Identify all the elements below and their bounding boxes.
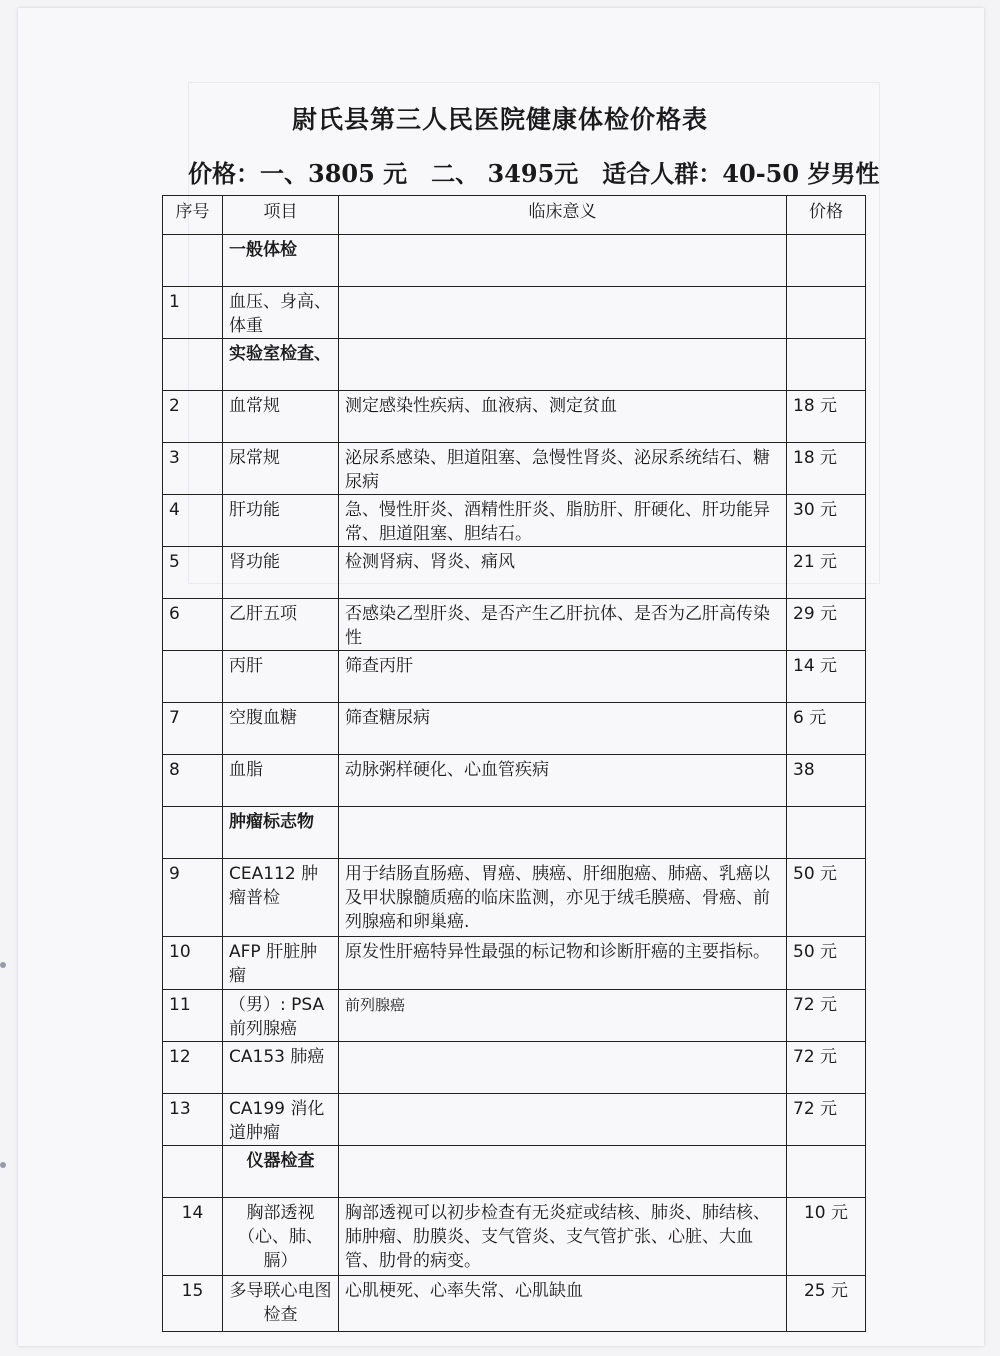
section-label: 肿瘤标志物 — [223, 807, 339, 859]
table-row — [163, 1042, 866, 1094]
row-meaning — [339, 235, 787, 287]
row-price: 25 元 — [787, 1276, 866, 1332]
header-item: 项目 — [223, 196, 339, 235]
row-no: 3 — [163, 443, 223, 495]
row-meaning — [339, 1042, 787, 1094]
row-item: CA153 肺癌 — [223, 1042, 339, 1094]
row-item: 胸部透视（心、肺、膈） — [223, 1198, 339, 1276]
row-meaning: 用于结肠直肠癌、胃癌、胰癌、肝细胞癌、肺癌、乳癌以及甲状腺髓质癌的临床监测，亦见于绒毛膜癌、骨癌、前列腺癌和卵巢癌. — [339, 859, 787, 937]
table-row — [163, 755, 866, 807]
table-row — [163, 235, 866, 287]
row-meaning: 心肌梗死、心率失常、心肌缺血 — [339, 1276, 787, 1332]
price-subtitle: 价格：一、3805 元 二、 3495元 适合人群：40-50 岁男性 — [188, 159, 880, 188]
row-item: （男）: PSA 前列腺癌 — [223, 990, 339, 1042]
row-meaning: 原发性肝癌特异性最强的标记物和诊断肝癌的主要指标。 — [339, 937, 787, 990]
table-row — [163, 807, 866, 859]
row-price: 21 元 — [787, 547, 866, 599]
row-item: CA199 消化道肿瘤 — [223, 1094, 339, 1146]
row-meaning: 否感染乙型肝炎、是否产生乙肝抗体、是否为乙肝高传染性 — [339, 599, 787, 651]
binder-hole — [0, 962, 6, 968]
row-price: 6 元 — [787, 703, 866, 755]
row-meaning — [339, 807, 787, 859]
row-price: 10 元 — [787, 1198, 866, 1276]
row-meaning: 胸部透视可以初步检查有无炎症或结核、肺炎、肺结核、肺肿瘤、肋膜炎、支气管炎、支气管扩张、心脏、大血管、肋骨的病变。 — [339, 1198, 787, 1276]
table-row — [163, 1094, 866, 1146]
row-item: 肾功能 — [223, 547, 339, 599]
row-no: 9 — [163, 859, 223, 937]
row-no: 2 — [163, 391, 223, 443]
section-label: 仪器检查 — [223, 1146, 339, 1198]
row-item: 血常规 — [223, 391, 339, 443]
row-price: 18 元 — [787, 443, 866, 495]
row-item: 血压、身高、体重 — [223, 287, 339, 339]
row-item: AFP 肝脏肿瘤 — [223, 937, 339, 990]
row-meaning: 泌尿系感染、胆道阻塞、急慢性肾炎、泌尿系统结石、糖尿病 — [339, 443, 787, 495]
row-price: 72 元 — [787, 990, 866, 1042]
row-meaning: 动脉粥样硬化、心血管疾病 — [339, 755, 787, 807]
row-no: 1 — [163, 287, 223, 339]
row-no: 14 — [163, 1198, 223, 1276]
row-no — [163, 807, 223, 859]
row-item: 血脂 — [223, 755, 339, 807]
row-no — [163, 1146, 223, 1198]
row-price: 29 元 — [787, 599, 866, 651]
row-no: 4 — [163, 495, 223, 547]
row-price — [787, 1146, 866, 1198]
section-label: 实验室检查、 — [223, 339, 339, 391]
row-price — [787, 807, 866, 859]
header-no: 序号 — [163, 196, 223, 235]
row-meaning — [339, 1146, 787, 1198]
row-price: 18 元 — [787, 391, 866, 443]
row-item: 乙肝五项 — [223, 599, 339, 651]
row-no — [163, 339, 223, 391]
row-meaning: 检测肾病、肾炎、痛风 — [339, 547, 787, 599]
row-item: CEA112 肿瘤普检 — [223, 859, 339, 937]
row-meaning: 测定感染性疾病、血液病、测定贫血 — [339, 391, 787, 443]
row-item: 尿常规 — [223, 443, 339, 495]
row-no — [163, 235, 223, 287]
row-price: 14 元 — [787, 651, 866, 703]
row-no: 13 — [163, 1094, 223, 1146]
table-row — [163, 287, 866, 339]
row-price: 72 元 — [787, 1042, 866, 1094]
row-no: 11 — [163, 990, 223, 1042]
table-row — [163, 651, 866, 703]
row-meaning: 筛查糖尿病 — [339, 703, 787, 755]
row-price — [787, 287, 866, 339]
table-row — [163, 547, 866, 599]
row-meaning: 筛查丙肝 — [339, 651, 787, 703]
row-meaning — [339, 1094, 787, 1146]
row-meaning — [339, 339, 787, 391]
table-row — [163, 599, 866, 651]
table-row — [163, 443, 866, 495]
row-item: 空腹血糖 — [223, 703, 339, 755]
table-row — [163, 859, 866, 937]
row-no: 15 — [163, 1276, 223, 1332]
row-price — [787, 235, 866, 287]
page-title: 尉氏县第三人民医院健康体检价格表 — [291, 105, 708, 134]
table-row — [163, 703, 866, 755]
row-price: 50 元 — [787, 937, 866, 990]
table-row — [163, 495, 866, 547]
row-no: 6 — [163, 599, 223, 651]
row-no: 5 — [163, 547, 223, 599]
row-meaning: 前列腺癌 — [339, 990, 787, 1042]
price-table — [162, 195, 866, 1332]
table-header-row — [163, 196, 866, 235]
table-row — [163, 937, 866, 990]
row-price — [787, 339, 866, 391]
row-no: 12 — [163, 1042, 223, 1094]
table-row — [163, 1276, 866, 1332]
section-label: 一般体检 — [223, 235, 339, 287]
row-item: 丙肝 — [223, 651, 339, 703]
row-meaning: 急、慢性肝炎、酒精性肝炎、脂肪肝、肝硬化、肝功能异常、胆道阻塞、胆结石。 — [339, 495, 787, 547]
binder-hole — [0, 1162, 6, 1168]
row-price: 38 — [787, 755, 866, 807]
row-meaning — [339, 287, 787, 339]
row-item: 多导联心电图检查 — [223, 1276, 339, 1332]
table-row — [163, 339, 866, 391]
header-meaning: 临床意义 — [339, 196, 787, 235]
table-row — [163, 1146, 866, 1198]
header-price: 价格 — [787, 196, 866, 235]
table-row — [163, 990, 866, 1042]
table-row — [163, 391, 866, 443]
row-no: 7 — [163, 703, 223, 755]
row-no: 10 — [163, 937, 223, 990]
row-price: 72 元 — [787, 1094, 866, 1146]
table-row — [163, 1198, 866, 1276]
row-item: 肝功能 — [223, 495, 339, 547]
row-no — [163, 651, 223, 703]
row-no: 8 — [163, 755, 223, 807]
row-price: 30 元 — [787, 495, 866, 547]
row-price: 50 元 — [787, 859, 866, 937]
